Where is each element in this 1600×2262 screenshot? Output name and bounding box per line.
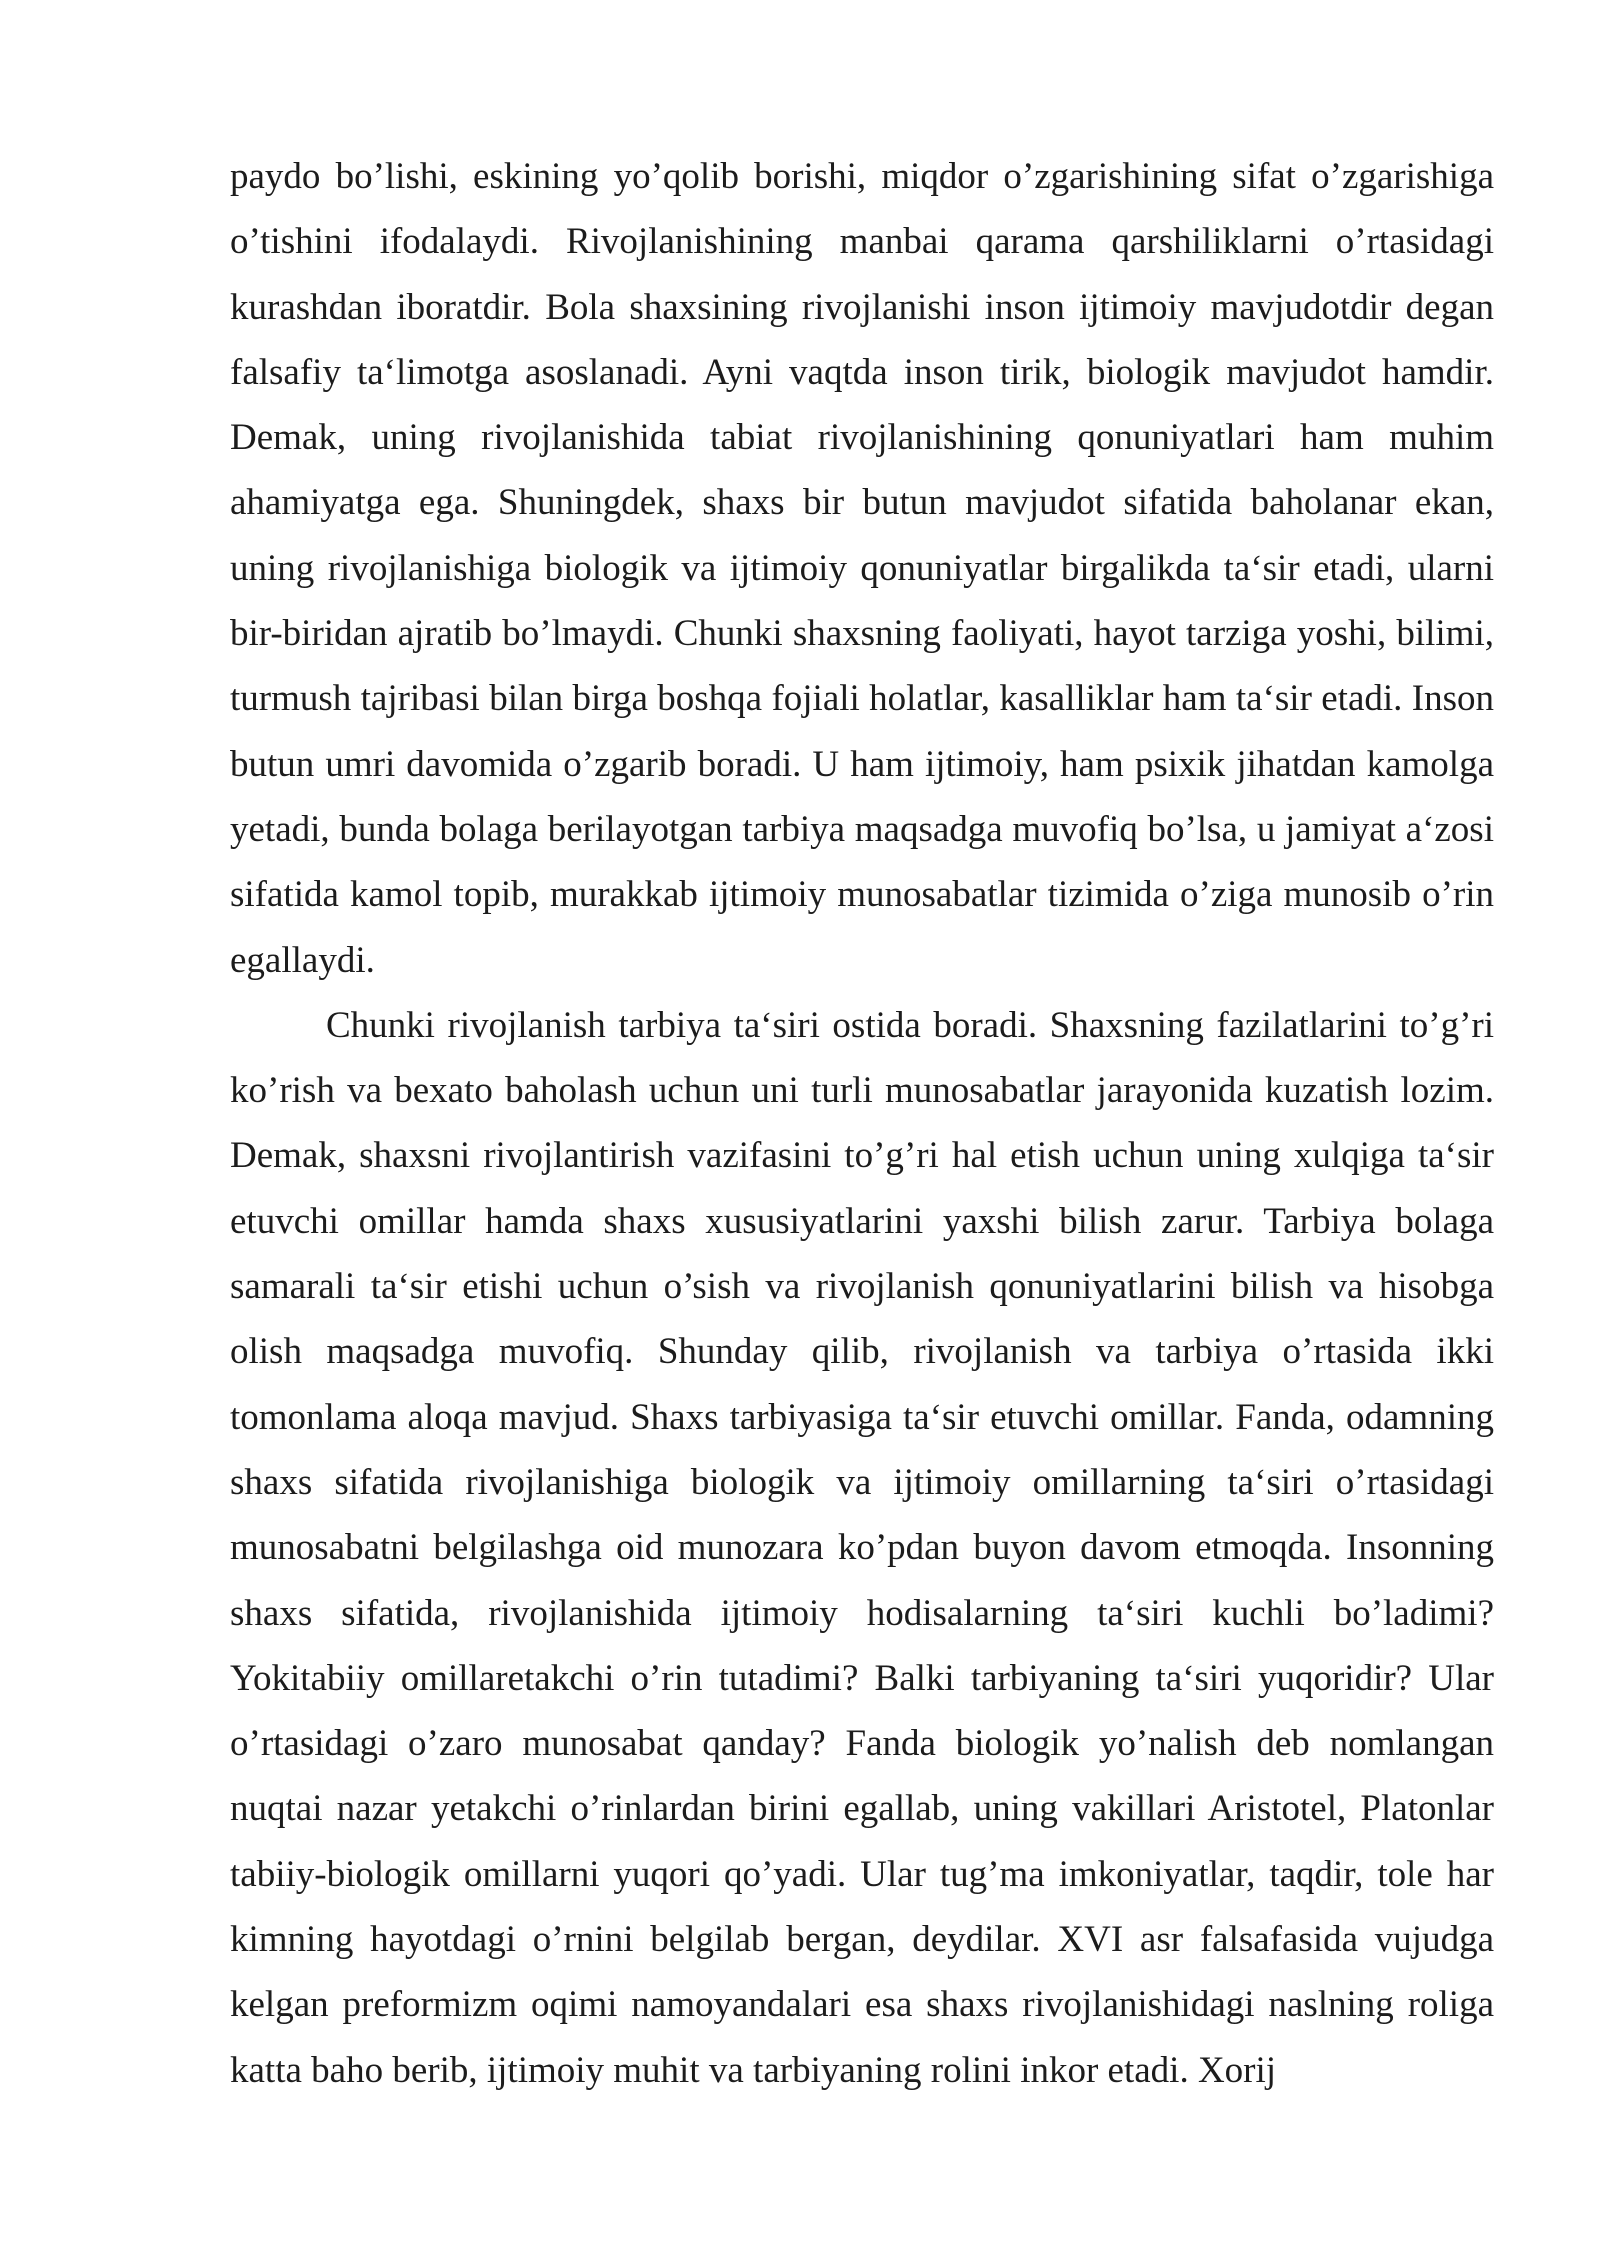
paragraph-1: paydo bo’lishi, eskining yo’qolib borishi, miqdor o’zgarishining sifat o’zgarishiga o’tishini ifodalaydi. Rivojlanishining manbai qarama qarshiliklarni o’rtasidagi kurashdan iboratdir. Bola shaxsining rivojlanishi inson ijtimoiy mavjudotdir degan falsafiy ta‘limotga asoslanadi. Ayni vaqtda inson tirik, biologik mavjudot hamdir. Demak, uning rivojlanishida tabiat rivojlanishining qonuniyatlari ham muhim ahamiyatga ega. Shuningdek, shaxs bir butun mavjudot sifatida baholanar ekan, uning rivojlanishiga biologik va ijtimoiy qonuniyatlar birgalikda ta‘sir etadi, ularni bir-biridan ajratib bo’lmaydi. Chunki shaxsning faoliyati, hayot tarziga yoshi, bilimi, turmush tajribasi bilan birga boshqa fojiali holatlar, kasalliklar ham ta‘sir etadi. Inson butun umri davomida o’zgarib boradi. U ham ijtimoiy, ham psixik jihatdan kamolga yetadi, bunda bolaga berilayotgan tarbiya maqsadga muvofiq bo’lsa, u jamiyat a‘zosi sifatida kamol topib, murakkab ijtimoiy munosabatlar tizimida o’ziga munosib o’rin egallaydi.	[230, 156, 1494, 981]
paragraph-2: Chunki rivojlanish tarbiya ta‘siri ostida boradi. Shaxsning fazilatlarini to’g’ri ko’rish va bexato baholash uchun uni turli munosabatlar jarayonida kuzatish lozim. Demak, shaxsni rivojlantirish vazifasini to’g’ri hal etish uchun uning xulqiga ta‘sir etuvchi omillar hamda shaxs xususiyatlarini yaxshi bilish zarur. Tarbiya bolaga samarali ta‘sir etishi uchun o’sish va rivojlanish qonuniyatlarini bilish va hisobga olish maqsadga muvofiq. Shunday qilib, rivojlanish va tarbiya o’rtasida ikki tomonlama aloqa mavjud. Shaxs tarbiyasiga ta‘sir etuvchi omillar. Fanda, odamning shaxs sifatida rivojlanishiga biologik va ijtimoiy omillarning ta‘siri o’rtasidagi munosabatni belgilashga oid munozara ko’pdan buyon davom etmoqda. Insonning shaxs sifatida, rivojlanishida ijtimoiy hodisalarning ta‘siri kuchli bo’ladimi? Yokitabiiy omillaretakchi o’rin tutadimi? Balki tarbiyaning ta‘siri yuqoridir? Ular o’rtasidagi o’zaro munosabat qanday? Fanda biologik yo’nalish deb nomlangan nuqtai nazar yetakchi o’rinlardan birini egallab, uning vakillari Aristotel, Platonlar tabiiy-biologik omillarni yuqori qo’yadi. Ular tug’ma imkoniyatlar, taqdir, tole har kimning hayotdagi o’rnini belgilab bergan, deydilar. XVI asr falsafasida vujudga kelgan preformizm oqimi namoyandalari esa shaxs rivojlanishidagi naslning roliga katta baho berib, ijtimoiy muhit va tarbiyaning rolini inkor etadi. Xorij	[230, 1004, 1494, 2091]
body-text	[230, 144, 1494, 2103]
